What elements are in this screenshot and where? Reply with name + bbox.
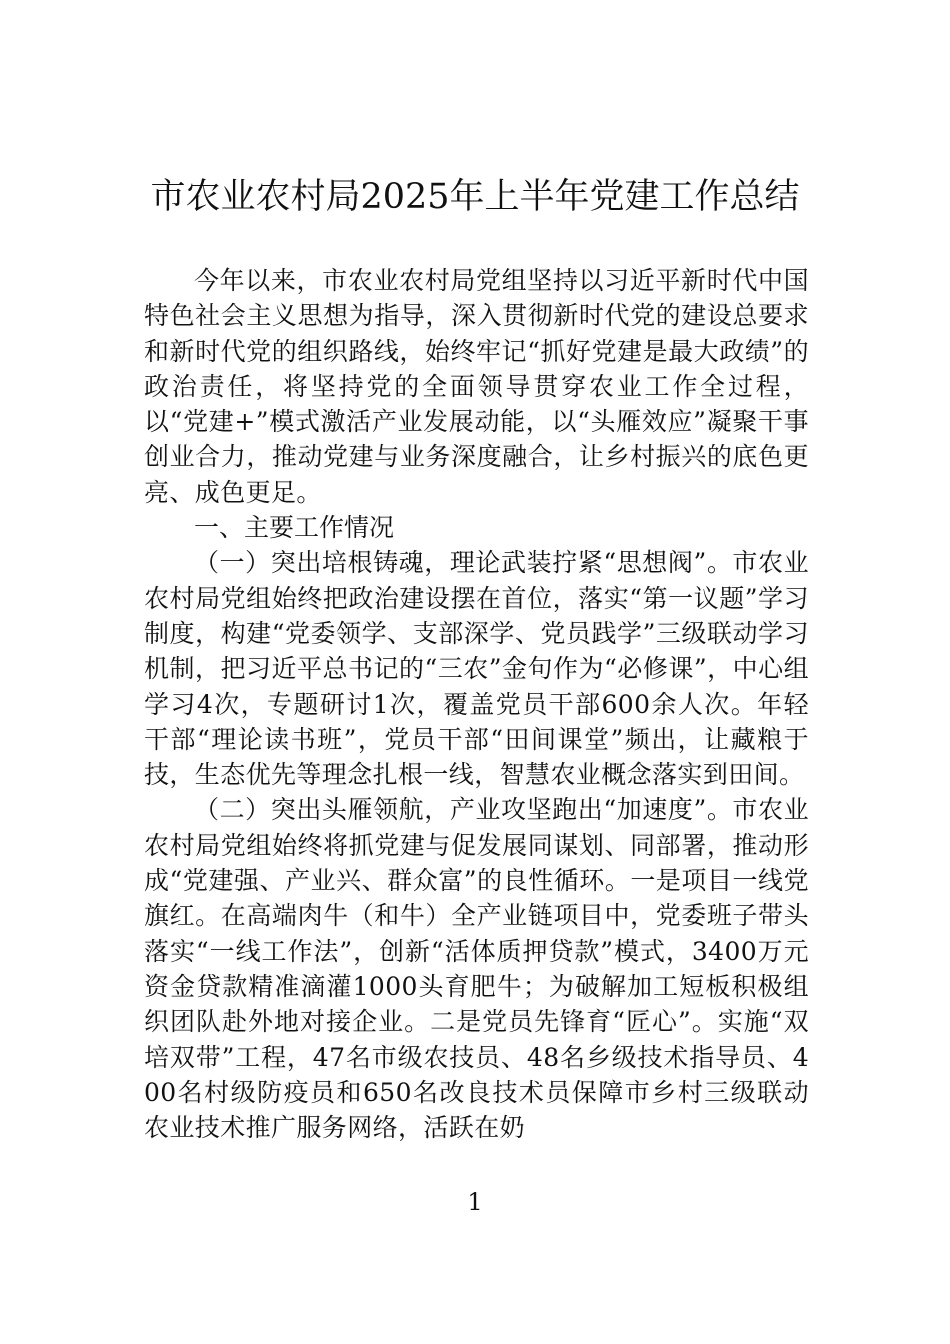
document-title: 市农业农村局2025年上半年党建工作总结 — [150, 177, 800, 217]
subsection-paragraph-1: （一）突出培根铸魂，理论武装拧紧“思想阀”。市农业农村局党组始终把政治建设摆在首位，落实“第一议题”学习制度，构建“党委领学、支部深学、党员践学”三级联动学习机制，把习近平总书记的“三农”金句作为“必修课”，中心组学习4次，专题研讨1次，覆盖党员干部600余人次。年轻干部“理论读书班”，党员干部“田间课堂”频出，让藏粮于技，生态优先等理念扎根一线，智慧农业概念落实到田间。 — [144, 548, 809, 790]
intro-paragraph: 今年以来，市农业农村局党组坚持以习近平新时代中国特色社会主义思想为指导，深入贯彻新时代党的建设总要求和新时代党的组织路线，始终牢记“抓好党建是最大政绩”的政治责任，将坚持党的全面领导贯穿农业工作全过程，以“党建+”模式激活产业发展动能，以“头雁效应”凝聚干事创业合力，推动党建与业务深度融合，让乡村振兴的底色更亮、成色更足。 — [144, 266, 809, 507]
subsection-paragraph-2: （二）突出头雁领航，产业攻坚跑出“加速度”。市农业农村局党组始终将抓党建与促发展同谋划、同部署，推动形成“党建强、产业兴、群众富”的良性循环。一是项目一线党旗红。在高端肉牛（和牛）全产业链项目中，党委班子带头落实“一线工作法”，创新“活体质押贷款”模式，3400万元资金贷款精准滴灌1000头育肥牛；为破解加工短板积极组织团队赴外地对接企业。二是党员先锋育“匠心”。实施“双培双带”工程，47名市级农技员、48名乡级技术指导员、400名村级防疫员和650名改良技术员保障市乡村三级联动农业技术推广服务网络，活跃在奶 — [144, 795, 809, 1143]
page-number: 1 — [467, 1188, 483, 1216]
document-body — [144, 263, 809, 1145]
section-heading: 一、主要工作情况 — [194, 513, 395, 543]
